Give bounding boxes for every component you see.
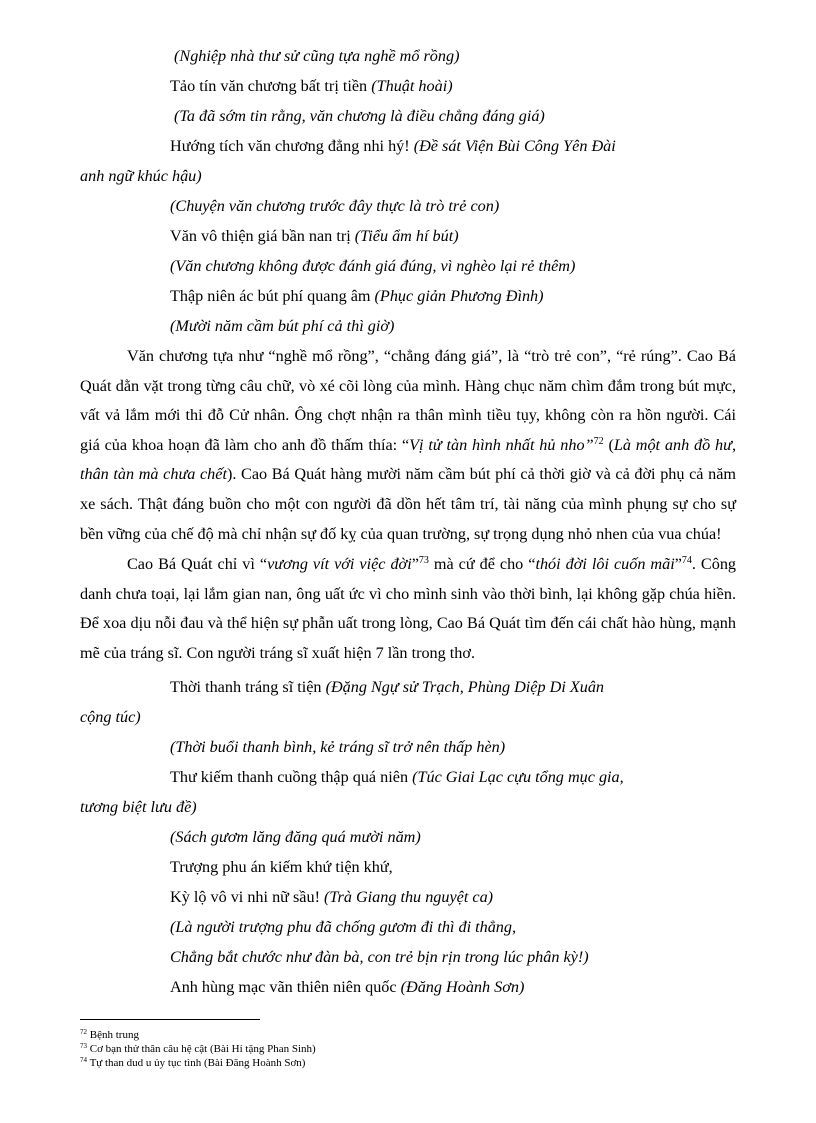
verse-line: tương biệt lưu đề) <box>80 798 197 816</box>
verse-line: Kỳ lộ vô vi nhi nữ sầu! (Trà Giang thu nguyệt ca) <box>170 888 494 906</box>
verse-line: cộng túc) <box>80 708 141 726</box>
footnote: $^{72}$ Bệnh trung <box>80 1028 139 1041</box>
verse-line: Văn vô thiện giá bần nan trị (Tiểu ẩm hí bút) <box>170 227 459 245</box>
verse-line: Hướng tích văn chương đẳng nhi hý! (Đề sát Viện Bùi Công Yên Đài <box>170 137 616 155</box>
footnote: $^{74}$ Tự than dud u ủy tục tình (Bài Đăng Hoành Sơn) <box>80 1056 306 1069</box>
body-paragraph: Cao Bá Quát chỉ vì “vương vít với việc đời”$^{73}$ mà cứ để cho “thói đời lôi cuốn mãi”$^{74}$. Công danh chưa toại, lại lắm gian nan, ông uất ức vì cho mình sinh vào thời bình, lại không gặp chúa hiền. Để xoa dịu nỗi đau và thể hiện sự phẫn uất trong lòng, Cao Bá Quát tìm đến cái chất hào hùng, mạnh mẽ của tráng sĩ. Con người tráng sĩ xuất hiện 7 lần trong thơ. <box>80 555 737 662</box>
verse-line: (Thời buổi thanh bình, kẻ tráng sĩ trở nên thấp hèn) <box>170 738 506 756</box>
verse-line: (Mười năm cầm bút phí cả thì giờ) <box>170 317 395 335</box>
verse-line: (Văn chương không được đánh giá đúng, vì nghèo lại rẻ thêm) <box>170 257 576 275</box>
verse-line: (Nghiệp nhà thư sử cũng tựa nghề mổ rồng) <box>174 47 460 65</box>
verse-line: (Là người trượng phu đã chống gươm đi thì đi thẳng, <box>170 918 517 936</box>
verse-line: Trượng phu án kiếm khứ tiện khứ, <box>170 858 393 876</box>
verse-line: (Ta đã sớm tin rằng, văn chương là điều chẳng đáng giá) <box>174 107 545 125</box>
footnote-ref[interactable]: 73 <box>418 555 429 566</box>
footnote: $^{73}$ Cơ bạn thử thân câu hệ cật (Bài Hí tặng Phan Sinh) <box>80 1042 316 1055</box>
verse-line: Anh hùng mạc vãn thiên niên quốc (Đăng Hoành Sơn) <box>170 978 525 996</box>
footnote-ref[interactable]: 74 <box>681 555 692 566</box>
verse-line: Chẳng bắt chước như đàn bà, con trẻ bịn rịn trong lúc phân kỳ!) <box>170 948 589 966</box>
footnote-ref[interactable]: 72 <box>593 435 604 447</box>
verse-line: Thập niên ác bút phí quang âm (Phục giản Phương Đình) <box>170 287 544 305</box>
verse-line: (Sách gươm lăng đăng quá mười năm) <box>170 828 421 846</box>
verse-line: Thời thanh tráng sĩ tiện (Đặng Ngự sử Trạch, Phùng Diệp Di Xuân <box>170 678 605 696</box>
verse-line: Tảo tín văn chương bất trị tiền (Thuật hoài) <box>170 77 453 95</box>
verse-line: (Chuyện văn chương trước đây thực là trò trẻ con) <box>170 197 500 215</box>
verse-line: Thư kiếm thanh cuồng thập quá niên (Túc Giai Lạc cựu tổng mục gia, <box>170 768 624 786</box>
footnote-separator <box>80 1019 260 1020</box>
verse-line: anh ngữ khúc hậu) <box>80 167 202 185</box>
body-paragraph: Văn chương tựa như “nghề mổ rồng”, “chẳng đáng giá”, là “trò trẻ con”, “rẻ rúng”. Cao Bá Quát dằn vặt trong từng câu chữ, vò xé cõi lòng của mình. Hàng chục năm chìm đắm trong bút mực, vất vả lắm mới thi đỗ Cử nhân. Ông chợt nhận ra thân mình tiều tụy, không còn ra hồn người. Cái giá của khoa hoạn đã làm cho anh đồ thấm thía: “Vị tử tàn hình nhất hủ nho”$^{72}$ (Là một anh đồ hư, thân tàn mà chưa chết). Cao Bá Quát hàng mười năm cầm bút phí cả thời giờ và cả đời phụ cả năm xe sách. Thật đáng buồn cho một con người đã dồn hết tâm trí, tài năng của mình phụng sự cho sự bền vững của chế độ mà chỉ nhận sự đố kỵ của quan trường, sự trọng dụng nhỏ nhen của vua chúa! <box>80 347 736 543</box>
